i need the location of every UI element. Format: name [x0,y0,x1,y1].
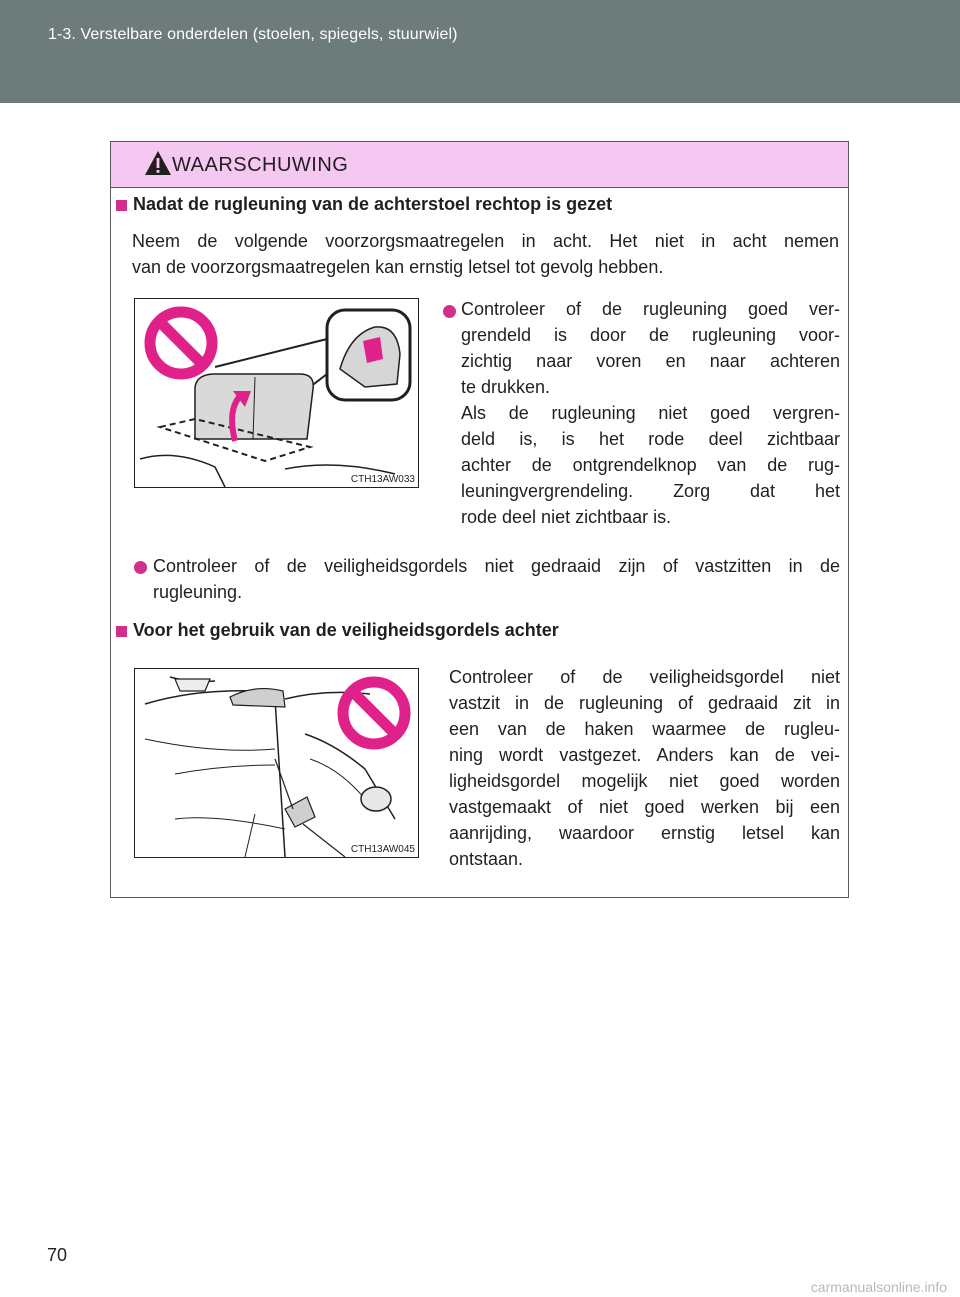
header-title: 1-3. Verstelbare onderdelen (stoelen, spiegels, stuurwiel) [48,26,458,43]
bullet-icon [443,305,456,318]
bullet1-line: deld is, is het rode deel zichtbaar [461,429,840,449]
section2-text [449,664,840,872]
bullet1-line: leuningvergrendeling. Zorg dat het [461,481,840,501]
warning-title: WAARSCHUWING [172,154,349,176]
bullet-icon [134,561,147,574]
warning-triangle-icon [144,150,172,176]
bullet2-line: Controleer of de veiligheidsgordels niet gedraaid zijn of vastzitten in de [153,556,840,576]
section2-line: ning wordt vastgezet. Anders kan de vei- [449,745,840,765]
section2-line: vastzit in de rugleuning of gedraaid zit in [449,693,840,713]
section2-line: ontstaan. [449,849,524,869]
section-marker [116,626,127,637]
section2-line: een van de haken waarmee de rugleu- [449,719,840,739]
section1-heading: Nadat de rugleuning van de achterstoel rechtop is gezet [133,194,613,214]
section1-bullet2 [153,553,840,605]
section1-intro [132,228,839,280]
section2-heading: Voor het gebruik van de veiligheidsgordels achter [133,620,559,640]
figure-rear-seat-lock [134,298,419,488]
bullet1-line: te drukken. [461,377,551,397]
warning-box [110,141,849,898]
section2-line: vastgemaakt of niet goed werken bij een [449,797,840,817]
figure-seatbelt [134,668,419,858]
intro-line: van de voorzorgsmaatregelen kan ernstig letsel tot gevolg hebben. [132,257,664,277]
section1-bullet1 [461,296,840,530]
bullet1-line: Controleer of de rugleuning goed ver- [461,299,840,319]
rear-seat-illustration [135,299,418,487]
bullet1-line: rode deel niet zichtbaar is. [461,507,672,527]
seatbelt-illustration [135,669,418,857]
section2-line: ligheidsgordel mogelijk niet goed worden [449,771,840,791]
bullet2-line: rugleuning. [153,582,243,602]
watermark: carmanualsonline.info [810,1279,947,1295]
page-number: 70 [47,1245,68,1265]
warning-header [111,142,848,188]
bullet1-line: grendeld is door de rugleuning voor- [461,325,840,345]
bullet1-line: Als de rugleuning niet goed vergren- [461,403,840,423]
section2-line: Controleer of de veiligheidsgordel niet [449,667,840,687]
figure2-caption: CTH13AW045 [350,844,415,855]
bullet1-line: achter de ontgrendelknop van de rug- [461,455,840,475]
bullet1-line: zichtig naar voren en naar achteren [461,351,840,371]
page-header [0,0,960,103]
section2-line: aanrijding, waardoor ernstig letsel kan [449,823,840,843]
section-marker [116,200,127,211]
figure1-caption: CTH13AW033 [350,474,415,485]
intro-line: Neem de volgende voorzorgsmaatregelen in acht. Het niet in acht nemen [132,231,839,251]
